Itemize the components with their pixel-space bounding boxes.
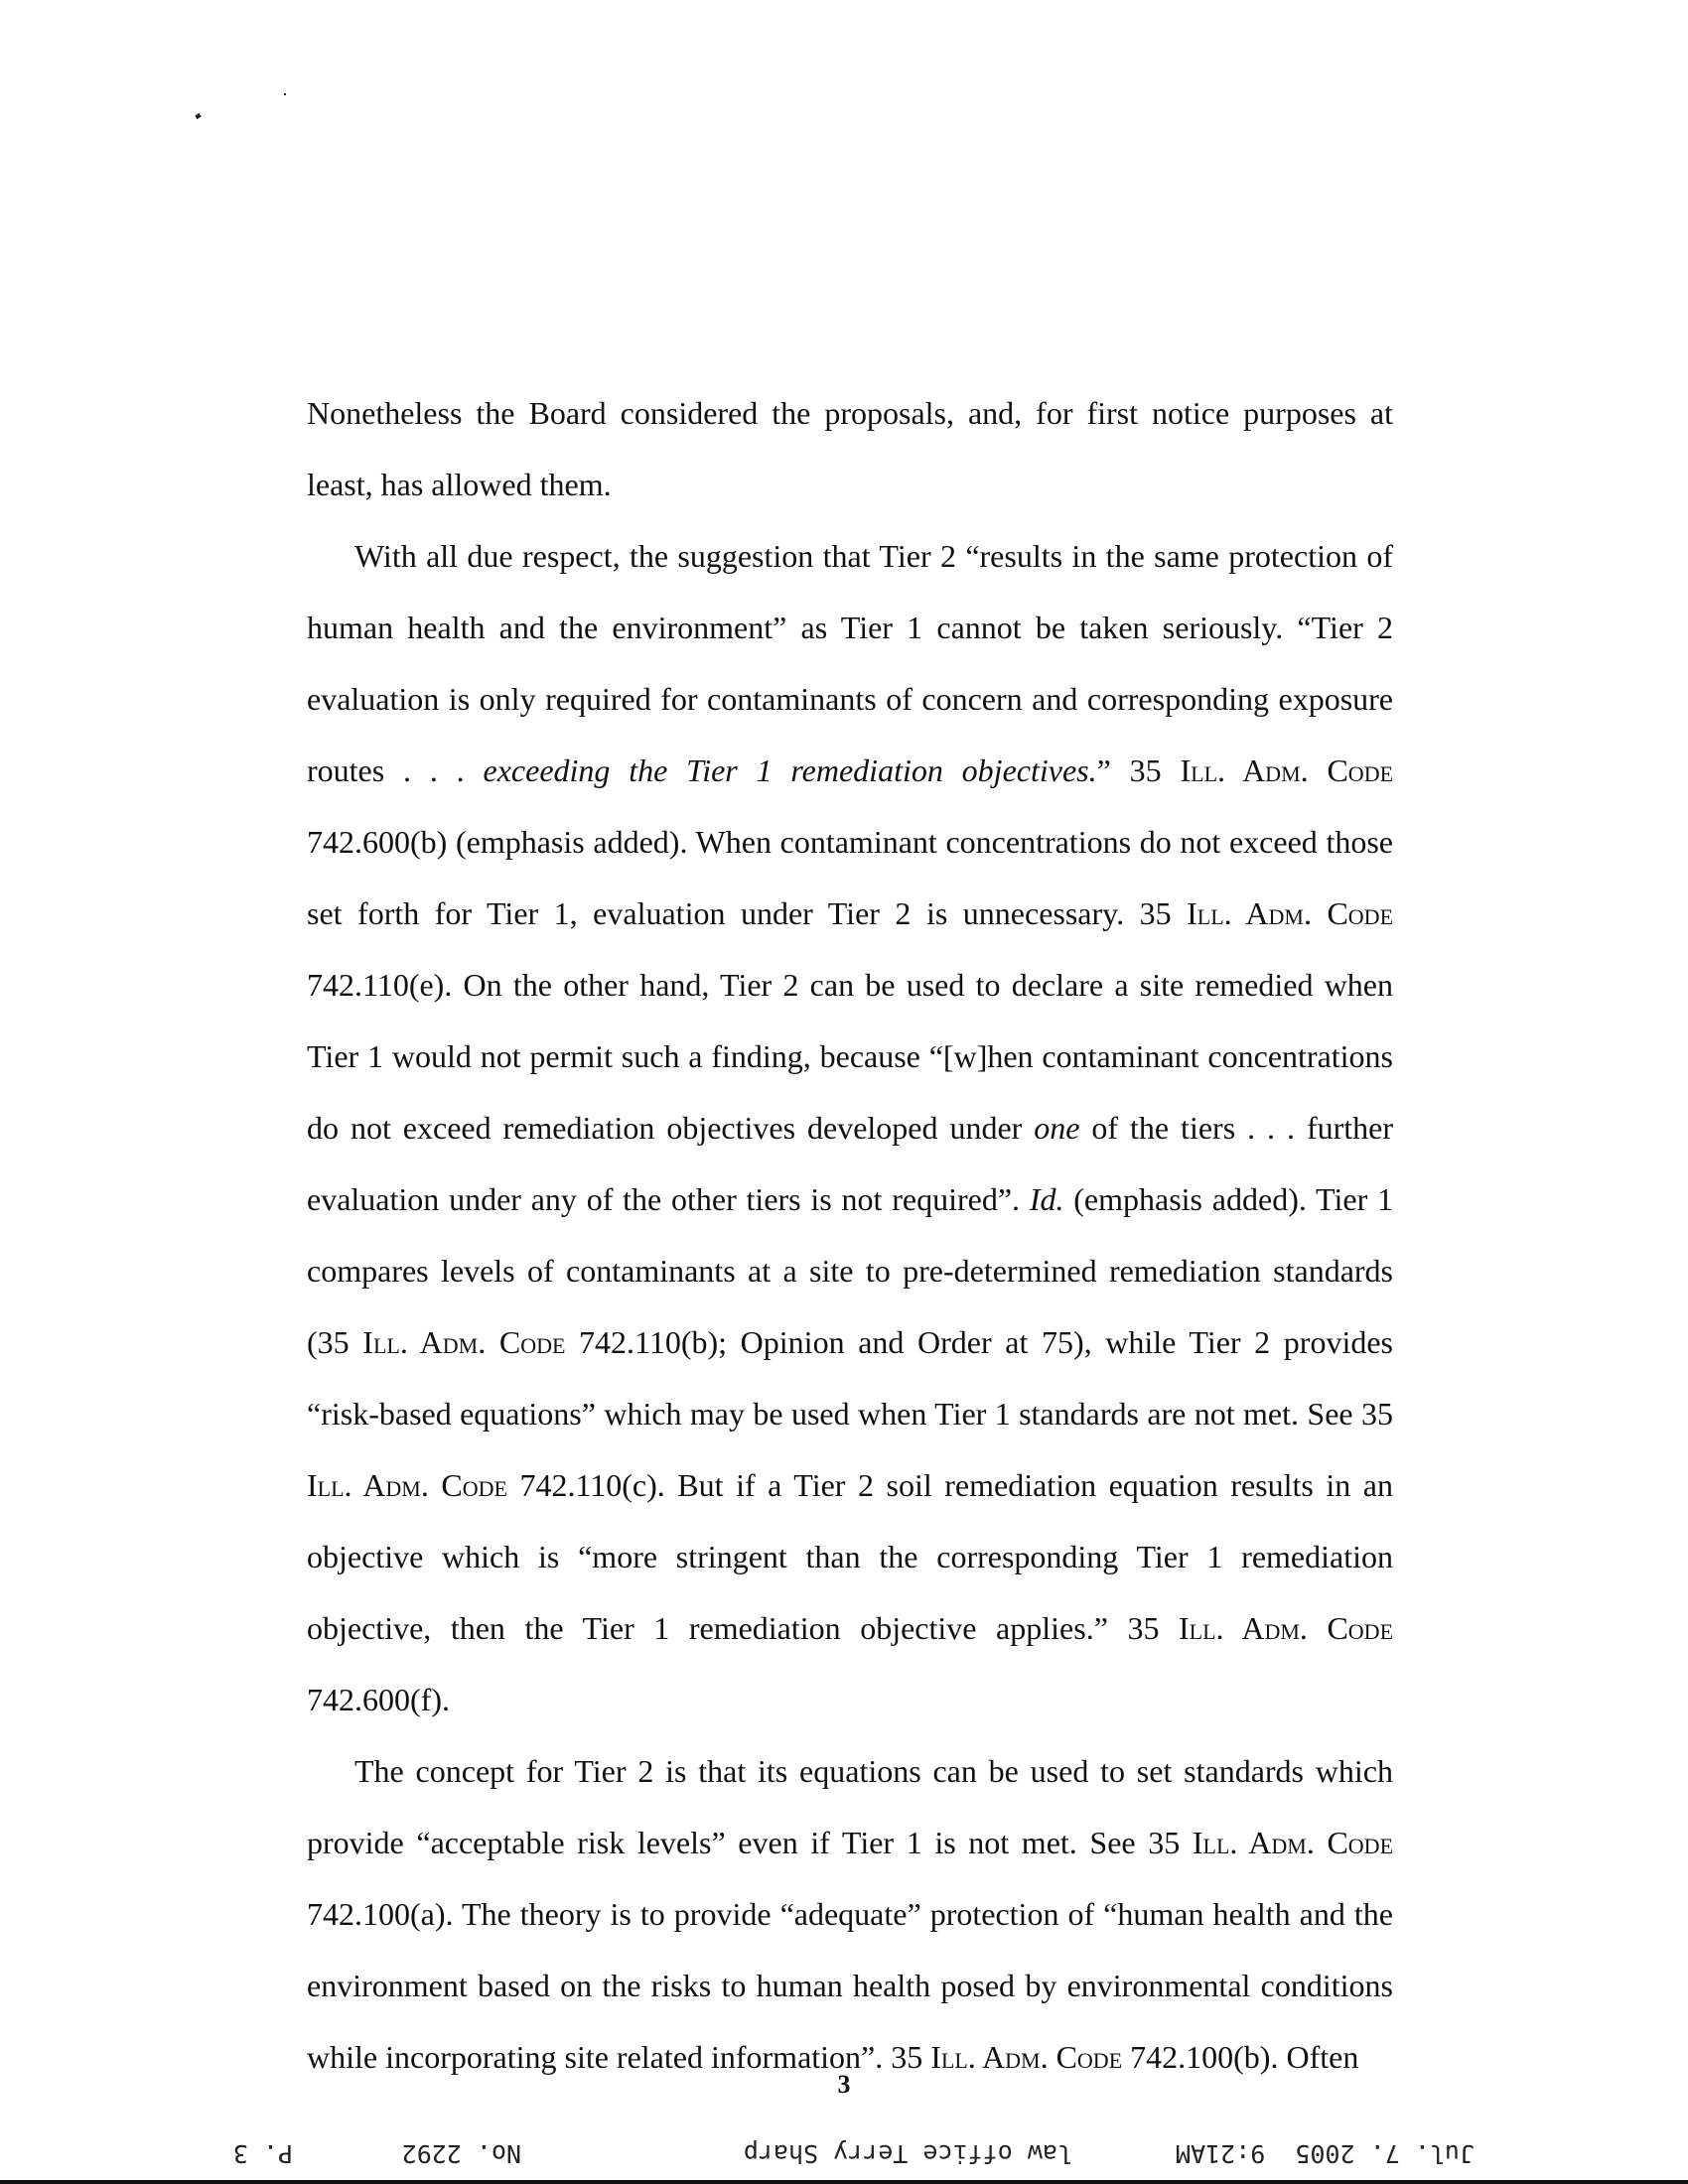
emphasis-text: exceeding the Tier 1 remediation objectives. — [483, 752, 1097, 788]
citation-code: Ill. Adm. Code — [1187, 895, 1394, 931]
text-run: The concept for Tier 2 is that its equations can be used to set standards which provide “acceptable risk levels” even if Tier 1 is not met. See 35 — [307, 1753, 1393, 1860]
citation-code: Ill. Adm. Code — [307, 1467, 507, 1503]
fax-datetime: Jul. 7. 2005 9:21AM — [1175, 2139, 1475, 2168]
citation-code: Ill. Adm. Code — [362, 1324, 566, 1360]
paragraph — [307, 520, 1393, 1735]
text-run: 742.600(b) (emphasis added). When contaminant concentrations do not exceed those set forth for Tier 1, evaluation under Tier 2 is unnecessary. 35 — [307, 824, 1393, 931]
text-run: ” 35 — [1096, 752, 1181, 788]
text-run: 742.110(e). On the other hand, Tier 2 can be used to declare a site remedied when Tier 1 would not permit such a finding, because “[w]hen contaminant concentrations do not exceed remediation objectives developed under — [307, 967, 1393, 1146]
page-number: 3 — [837, 2070, 851, 2099]
bottom-edge-rule — [0, 2180, 1688, 2184]
paragraph — [307, 1735, 1393, 2093]
citation-code: Ill. Adm. Code — [930, 2039, 1123, 2075]
fax-sender: law office Terry Sharp — [743, 2139, 1072, 2168]
emphasis-text: one — [1034, 1110, 1080, 1146]
text-run: 742.100(b). Often — [1122, 2039, 1359, 2075]
text-run: Nonetheless the Board considered the proposals, and, for first notice purposes at least, has allowed them. — [307, 395, 1393, 502]
scan-speck — [195, 113, 201, 119]
fax-number: No. 2292 — [401, 2139, 521, 2168]
scan-speck — [284, 93, 286, 95]
paragraph — [307, 377, 1393, 520]
text-run: 742.110(c). But if a Tier 2 soil remediation equation results in an objective which is “more stringent than the corresponding Tier 1 remediation objective, then the Tier 1 remediation objective applies.” 35 — [307, 1467, 1394, 1646]
text-run: 742.100(a). The theory is to provide “adequate” protection of “human health and the environment based on the risks to human health posed by environmental conditions while incorporating site related information”. 35 — [307, 1896, 1393, 2075]
fax-transmission-header — [0, 2132, 1688, 2172]
citation-code: Ill. Adm. Code — [1179, 1610, 1394, 1646]
emphasis-text: Id. — [1029, 1181, 1064, 1217]
text-run: (emphasis added). Tier 1 compares levels of contaminants at a site to pre-determined remediation standards (35 — [307, 1181, 1394, 1360]
text-run: 742.110(b); Opinion and Order at 75), while Tier 2 provides “risk-based equations” which may be used when Tier 1 standards are not met. See 35 — [307, 1324, 1394, 1432]
body-text — [307, 377, 1393, 2093]
text-run: 742.600(f). — [307, 1682, 450, 1717]
citation-code: Ill. Adm. Code — [1192, 1825, 1394, 1860]
text-run: of the tiers . . . further evaluation under any of the other tiers is not required”. — [307, 1110, 1394, 1217]
citation-code: Ill. Adm. Code — [1180, 752, 1394, 788]
text-run: With all due respect, the suggestion that Tier 2 “results in the same protection of human health and the environment” as Tier 1 cannot be taken seriously. “Tier 2 evaluation is only required for contaminants of concern and corresponding exposure routes . . . — [307, 538, 1393, 788]
fax-page: P. 3 — [232, 2139, 293, 2168]
